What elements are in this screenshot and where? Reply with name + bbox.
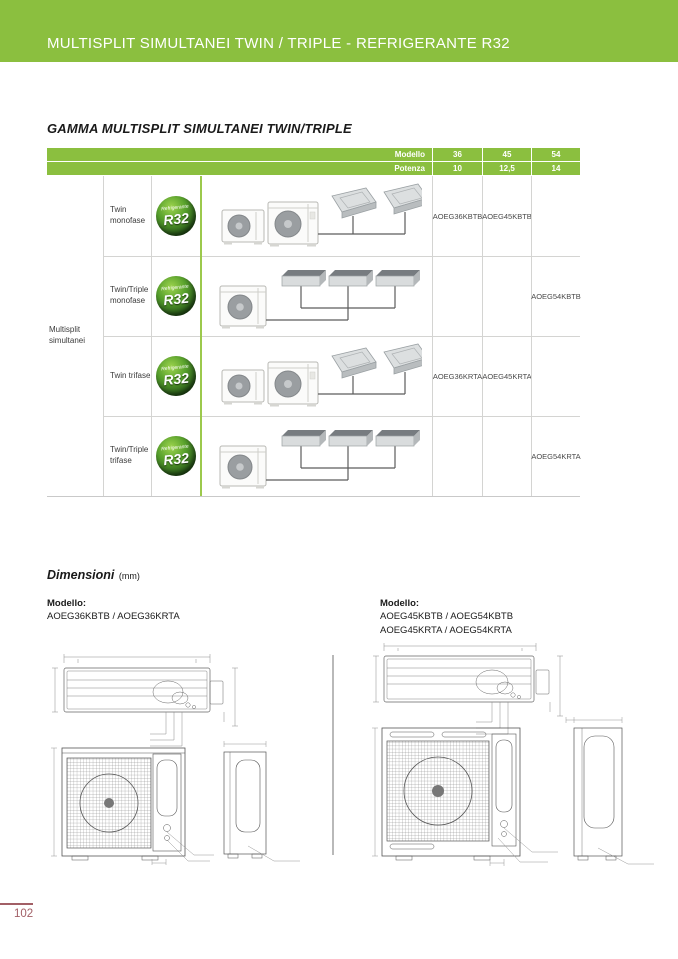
- model-code: [531, 336, 580, 416]
- triple-duct-system-illustration: [200, 416, 432, 496]
- table-row: [47, 336, 580, 416]
- table-body: [47, 176, 580, 497]
- technical-drawing-large-models: [370, 640, 670, 872]
- model-code: AOEG45KRTA: [482, 336, 531, 416]
- table-header-modello: [47, 148, 580, 161]
- r32-refrigerant-badge-icon: Refrigerante R32: [156, 276, 196, 316]
- table-header-potenza: [47, 162, 580, 175]
- potenza-10: 10: [432, 162, 482, 175]
- gamma-table: [47, 148, 580, 497]
- model-codes: AOEG36KBTB / AOEG36KRTA: [47, 611, 180, 623]
- model-code: [482, 416, 531, 496]
- model-code: AOEG54KRTA: [531, 416, 580, 496]
- model-code: [432, 416, 482, 496]
- modello-36: 36: [432, 148, 482, 161]
- model-block-right: Modello: AOEG45KBTB / AOEG54KBTB AOEG45KRTA / AOEG54KRTA: [380, 598, 514, 636]
- model-block-left: Modello: AOEG36KBTB / AOEG36KRTA: [47, 598, 180, 623]
- modello-45: 45: [482, 148, 531, 161]
- potenza-header-label: Potenza: [47, 162, 432, 175]
- modello-header-label: Modello: [47, 148, 432, 161]
- r32-refrigerant-badge-icon: Refrigerante R32: [156, 436, 196, 476]
- model-code: [432, 256, 482, 336]
- table-row: [47, 176, 580, 256]
- section-title: GAMMA MULTISPLIT SIMULTANEI TWIN/TRIPLE: [47, 121, 352, 136]
- dimensions-title: Dimensioni (mm): [47, 568, 140, 582]
- model-code: [531, 176, 580, 256]
- triple-duct-system-illustration: [200, 256, 432, 336]
- header-band: [0, 0, 678, 62]
- model-code: AOEG54KBTB: [531, 256, 580, 336]
- page-title: MULTISPLIT SIMULTANEI TWIN / TRIPLE - REFRIGERANTE R32: [47, 35, 510, 52]
- row-type-label: Twin/Triple trifase: [103, 416, 151, 496]
- model-codes: AOEG45KBTB / AOEG54KBTB: [380, 611, 514, 623]
- r32-refrigerant-badge-icon: Refrigerante R32: [156, 196, 196, 236]
- footer-rule: [0, 903, 33, 905]
- potenza-12-5: 12,5: [482, 162, 531, 175]
- model-code: [482, 256, 531, 336]
- row-type-label: Twin monofase: [103, 176, 151, 256]
- twin-cassette-system-illustration: [200, 336, 432, 416]
- row-type-label: Twin/Triple monofase: [103, 256, 151, 336]
- model-code: AOEG45KBTB: [482, 176, 531, 256]
- table-row: [47, 416, 580, 496]
- model-code: AOEG36KRTA: [432, 336, 482, 416]
- r32-refrigerant-badge-icon: Refrigerante R32: [156, 356, 196, 396]
- model-codes: AOEG45KRTA / AOEG54KRTA: [380, 624, 512, 636]
- table-row: [47, 256, 580, 336]
- model-code: AOEG36KBTB: [432, 176, 482, 256]
- twin-cassette-system-illustration: [200, 176, 432, 256]
- group-label: Multisplit simultanei: [49, 325, 86, 345]
- technical-drawing-small-models: [48, 650, 328, 865]
- row-type-label: Twin trifase: [103, 336, 151, 416]
- page-number: 102: [14, 908, 34, 920]
- modello-54: 54: [531, 148, 580, 161]
- drawing-divider: [332, 655, 334, 855]
- potenza-14: 14: [531, 162, 580, 175]
